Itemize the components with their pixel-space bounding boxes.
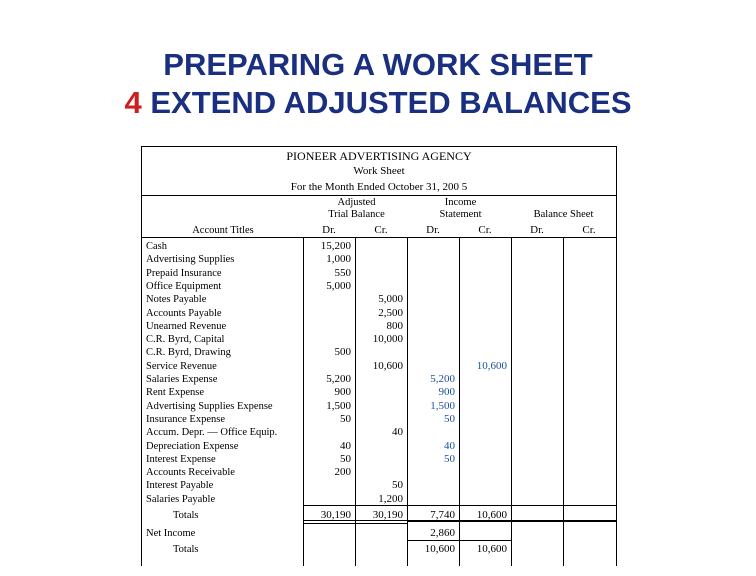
atb-dr-cell: 900 xyxy=(334,386,351,399)
account-title: Advertising Supplies Expense xyxy=(146,400,273,412)
final-is-dr-total: 10,600 xyxy=(424,543,455,555)
worksheet-name: Work Sheet xyxy=(353,165,405,177)
is-dr-cell: 900 xyxy=(438,386,455,399)
account-title: Insurance Expense xyxy=(146,413,226,425)
totals-label: Totals xyxy=(173,510,199,521)
company-name: PIONEER ADVERTISING AGENCY xyxy=(286,149,472,163)
net-income-is-dr: 2,860 xyxy=(430,527,455,539)
worksheet-period: For the Month Ended October 31, 200 5 xyxy=(290,181,468,193)
step-title: EXTEND ADJUSTED BALANCES xyxy=(150,85,632,120)
account-title: Interest Payable xyxy=(146,480,214,492)
account-title: Salaries Payable xyxy=(146,493,216,505)
is-dr-cell: 50 xyxy=(444,412,455,425)
account-title: Accounts Payable xyxy=(146,307,222,319)
group-atb-line1: Adjusted xyxy=(337,197,376,208)
final-totals-label: Totals xyxy=(173,544,199,555)
atb-cr-cell: 2,500 xyxy=(378,306,403,319)
net-income-rule xyxy=(407,540,511,541)
group-is-line1: Income xyxy=(444,197,477,208)
account-title: Accounts Receivable xyxy=(146,467,235,479)
account-titles-header: Account Titles xyxy=(192,225,254,236)
atb-dr-cell: 1,500 xyxy=(326,399,351,412)
atb-cr-cell: 40 xyxy=(392,426,403,439)
bs-cr-header: Cr. xyxy=(582,224,596,236)
atb-dr-cell: 500 xyxy=(334,346,351,359)
account-title: Service Revenue xyxy=(146,360,217,372)
is-cr-cell: 10,600 xyxy=(476,359,507,372)
account-title: C.R. Byrd, Capital xyxy=(146,334,225,346)
atb-dr-cell: 5,000 xyxy=(326,279,351,292)
account-title: Office Equipment xyxy=(146,280,222,292)
account-title: Cash xyxy=(146,241,167,252)
atb-dr-cell: 200 xyxy=(334,466,351,479)
atb-cr-cell: 5,000 xyxy=(378,293,403,306)
slide-title-line2 xyxy=(0,85,756,121)
group-is-line2: Statement xyxy=(439,209,482,220)
atb-dr-cell: 40 xyxy=(340,439,351,452)
atb-cr-cell: 10,600 xyxy=(372,359,403,372)
atb-dr-cell: 550 xyxy=(334,266,351,279)
column-header-rule xyxy=(142,237,616,238)
atb-dr-cell: 50 xyxy=(340,452,351,465)
totals-top-rule xyxy=(303,505,616,506)
atb-totals-rule-2 xyxy=(303,523,407,524)
account-title: Unearned Revenue xyxy=(146,320,227,332)
atb-cr-cell: 50 xyxy=(392,479,403,492)
account-title: Interest Expense xyxy=(146,453,216,465)
account-title: Depreciation Expense xyxy=(146,440,239,452)
is-dr-cell: 50 xyxy=(444,452,455,465)
divider-bs-mid xyxy=(563,237,564,566)
atb-dr-cell: 5,200 xyxy=(326,373,351,385)
account-title: Notes Payable xyxy=(146,294,207,306)
step-number: 4 xyxy=(124,85,142,120)
final-is-cr-total: 10,600 xyxy=(476,543,507,555)
atb-cr-cell: 800 xyxy=(386,319,403,332)
is-dr-header: Dr. xyxy=(426,224,440,236)
is-cr-total: 10,600 xyxy=(476,509,507,521)
account-title: C.R. Byrd, Drawing xyxy=(146,347,231,359)
account-title: Prepaid Insurance xyxy=(146,267,222,279)
bs-dr-header: Dr. xyxy=(530,224,544,236)
group-atb-line2: Trial Balance xyxy=(328,209,385,220)
account-title: Accum. Depr. — Office Equip. xyxy=(146,427,278,439)
is-dr-cell: 5,200 xyxy=(430,373,455,385)
net-income-label: Net Income xyxy=(146,528,196,539)
atb-cr-header: Cr. xyxy=(374,224,388,236)
account-title: Salaries Expense xyxy=(146,374,218,385)
heading-rule xyxy=(142,195,616,196)
is-dr-total: 7,740 xyxy=(430,509,455,521)
divider-is-bs xyxy=(511,237,512,566)
atb-cr-cell: 1,200 xyxy=(378,492,403,505)
atb-dr-cell: 50 xyxy=(340,412,351,425)
slide-title-line1: PREPARING A WORK SHEET xyxy=(163,47,593,82)
is-cr-header: Cr. xyxy=(478,224,492,236)
account-title: Advertising Supplies xyxy=(146,254,235,266)
atb-cr-cell: 10,000 xyxy=(372,333,403,346)
group-bs-line2: Balance Sheet xyxy=(533,209,594,220)
account-title: Rent Expense xyxy=(146,387,205,399)
atb-cr-total: 30,190 xyxy=(372,509,403,521)
atb-dr-total: 30,190 xyxy=(320,509,351,521)
is-dr-cell: 1,500 xyxy=(430,399,455,412)
atb-dr-cell: 1,000 xyxy=(326,253,351,266)
is-dr-cell: 40 xyxy=(444,439,455,452)
atb-dr-header: Dr. xyxy=(322,224,336,236)
atb-dr-cell: 15,200 xyxy=(320,240,351,252)
